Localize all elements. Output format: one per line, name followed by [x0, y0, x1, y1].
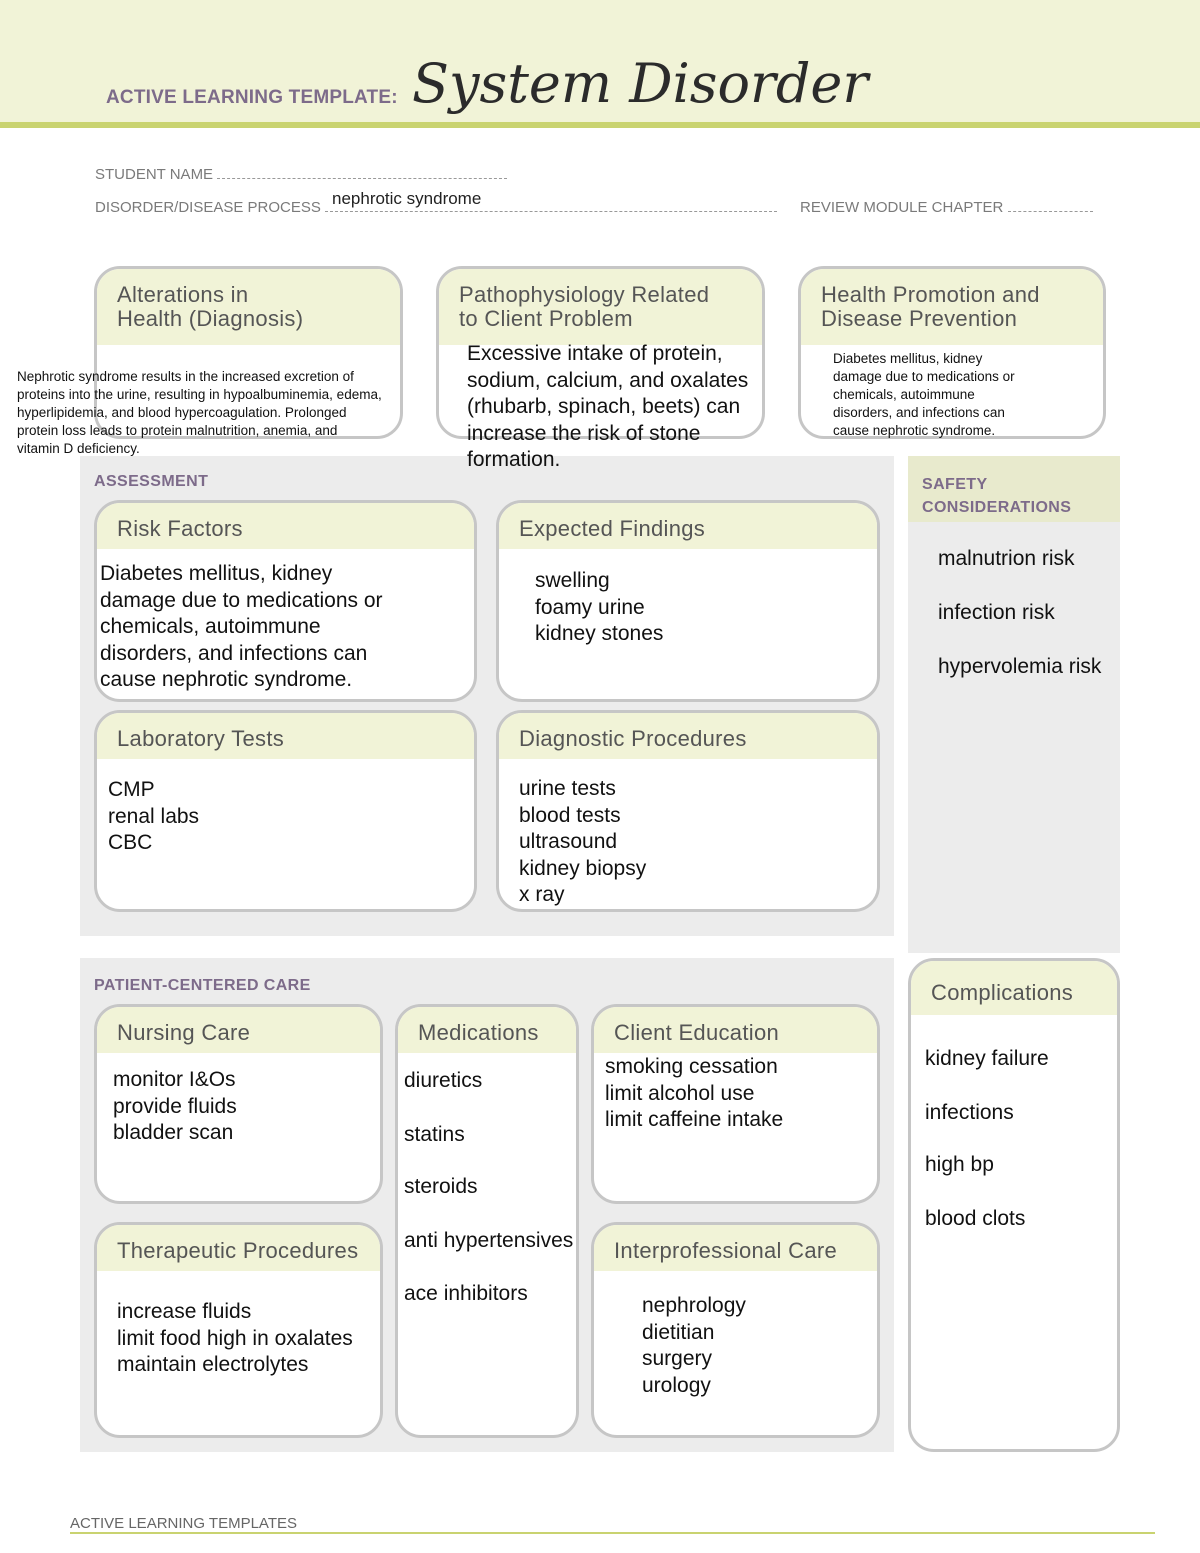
diagnostic-procedures-title: Diagnostic Procedures — [499, 713, 877, 759]
assessment-title: ASSESSMENT — [94, 473, 209, 490]
risk-factors-title: Risk Factors — [97, 503, 474, 549]
medication-item: steroids — [404, 1175, 478, 1198]
medication-item: ace inhibitors — [404, 1282, 528, 1305]
therapeutic-procedures-title: Therapeutic Procedures — [97, 1225, 380, 1271]
expected-findings-title: Expected Findings — [499, 503, 877, 549]
pathophysiology-text: Excessive intake of protein, sodium, calcium, and oxalates (rhubarb, spinach, beets) can increase the risk of stone formation. — [467, 342, 749, 471]
medication-item: statins — [404, 1123, 465, 1146]
complication-item: infections — [925, 1101, 1014, 1124]
nursing-care-text: monitor I&Os provide fluids bladder scan — [113, 1068, 237, 1144]
pathophysiology-title: Pathophysiology Related to Client Problem — [439, 269, 762, 345]
medication-item: diuretics — [404, 1069, 483, 1092]
complications-card — [908, 958, 1120, 1452]
complication-item: kidney failure — [925, 1047, 1049, 1070]
alterations-title: Alterations in Health (Diagnosis) — [97, 269, 400, 345]
expected-findings-text: swelling foamy urine kidney stones — [535, 569, 664, 645]
laboratory-tests-title: Laboratory Tests — [97, 713, 474, 759]
template-title: System Disorder — [412, 52, 869, 115]
student-name-line — [217, 165, 507, 179]
disorder-label: DISORDER/DISEASE PROCESS — [95, 199, 321, 216]
therapeutic-procedures-text: increase fluids limit food high in oxalates maintain electrolytes — [117, 1300, 353, 1376]
footer-label: ACTIVE LEARNING TEMPLATES — [70, 1515, 297, 1532]
nursing-care-title: Nursing Care — [97, 1007, 380, 1053]
safety-item: hypervolemia risk — [938, 655, 1102, 678]
interprofessional-care-text: nephrology dietitian surgery urology — [642, 1294, 746, 1397]
client-education-text: smoking cessation limit alcohol use limit caffeine intake — [605, 1055, 784, 1131]
student-name-label: STUDENT NAME — [95, 166, 214, 183]
review-module-field[interactable] — [800, 198, 1093, 216]
medications-title: Medications — [398, 1007, 576, 1053]
student-name-field[interactable] — [95, 165, 507, 183]
complication-item: high bp — [925, 1153, 994, 1176]
interprofessional-care-title: Interprofessional Care — [594, 1225, 877, 1271]
safety-item: infection risk — [938, 601, 1055, 624]
laboratory-tests-text: CMP renal labs CBC — [108, 778, 200, 854]
complications-title: Complications — [911, 961, 1117, 1015]
safety-title: SAFETY CONSIDERATIONS — [922, 476, 1072, 516]
health-promotion-text: Diabetes mellitus, kidney damage due to medications or chemicals, autoimmune disorders, and infections can cause nephrotic syndrome. — [833, 351, 1015, 438]
risk-factors-text: Diabetes mellitus, kidney damage due to medications or chemicals, autoimmune disorders, and infections can cause nephrotic syndrome. — [100, 562, 383, 691]
safety-section — [908, 456, 1120, 953]
safety-item: malnutrion risk — [938, 547, 1075, 570]
review-module-line — [1008, 198, 1093, 212]
complication-item: blood clots — [925, 1207, 1026, 1230]
patient-care-title: PATIENT-CENTERED CARE — [94, 977, 311, 994]
client-education-title: Client Education — [594, 1007, 877, 1053]
review-module-label: REVIEW MODULE CHAPTER — [800, 199, 1004, 216]
template-label: ACTIVE LEARNING TEMPLATE: — [106, 87, 398, 108]
disorder-value: nephrotic syndrome — [332, 189, 482, 208]
header-rule — [0, 122, 1200, 128]
diagnostic-procedures-text: urine tests blood tests ultrasound kidney biopsy x ray — [519, 777, 647, 906]
health-promotion-title: Health Promotion and Disease Prevention — [801, 269, 1103, 345]
alterations-text: Nephrotic syndrome results in the increased excretion of proteins into the urine, resulting in hypoalbuminemia, edema, hyperlipidemia, and blood hypercoagulation. Prolonged protein loss leads to protein malnutrition, anemia, and vitamin D deficiency. — [17, 369, 382, 456]
medication-item: anti hypertensives — [404, 1229, 574, 1252]
footer-rule — [70, 1532, 1155, 1534]
